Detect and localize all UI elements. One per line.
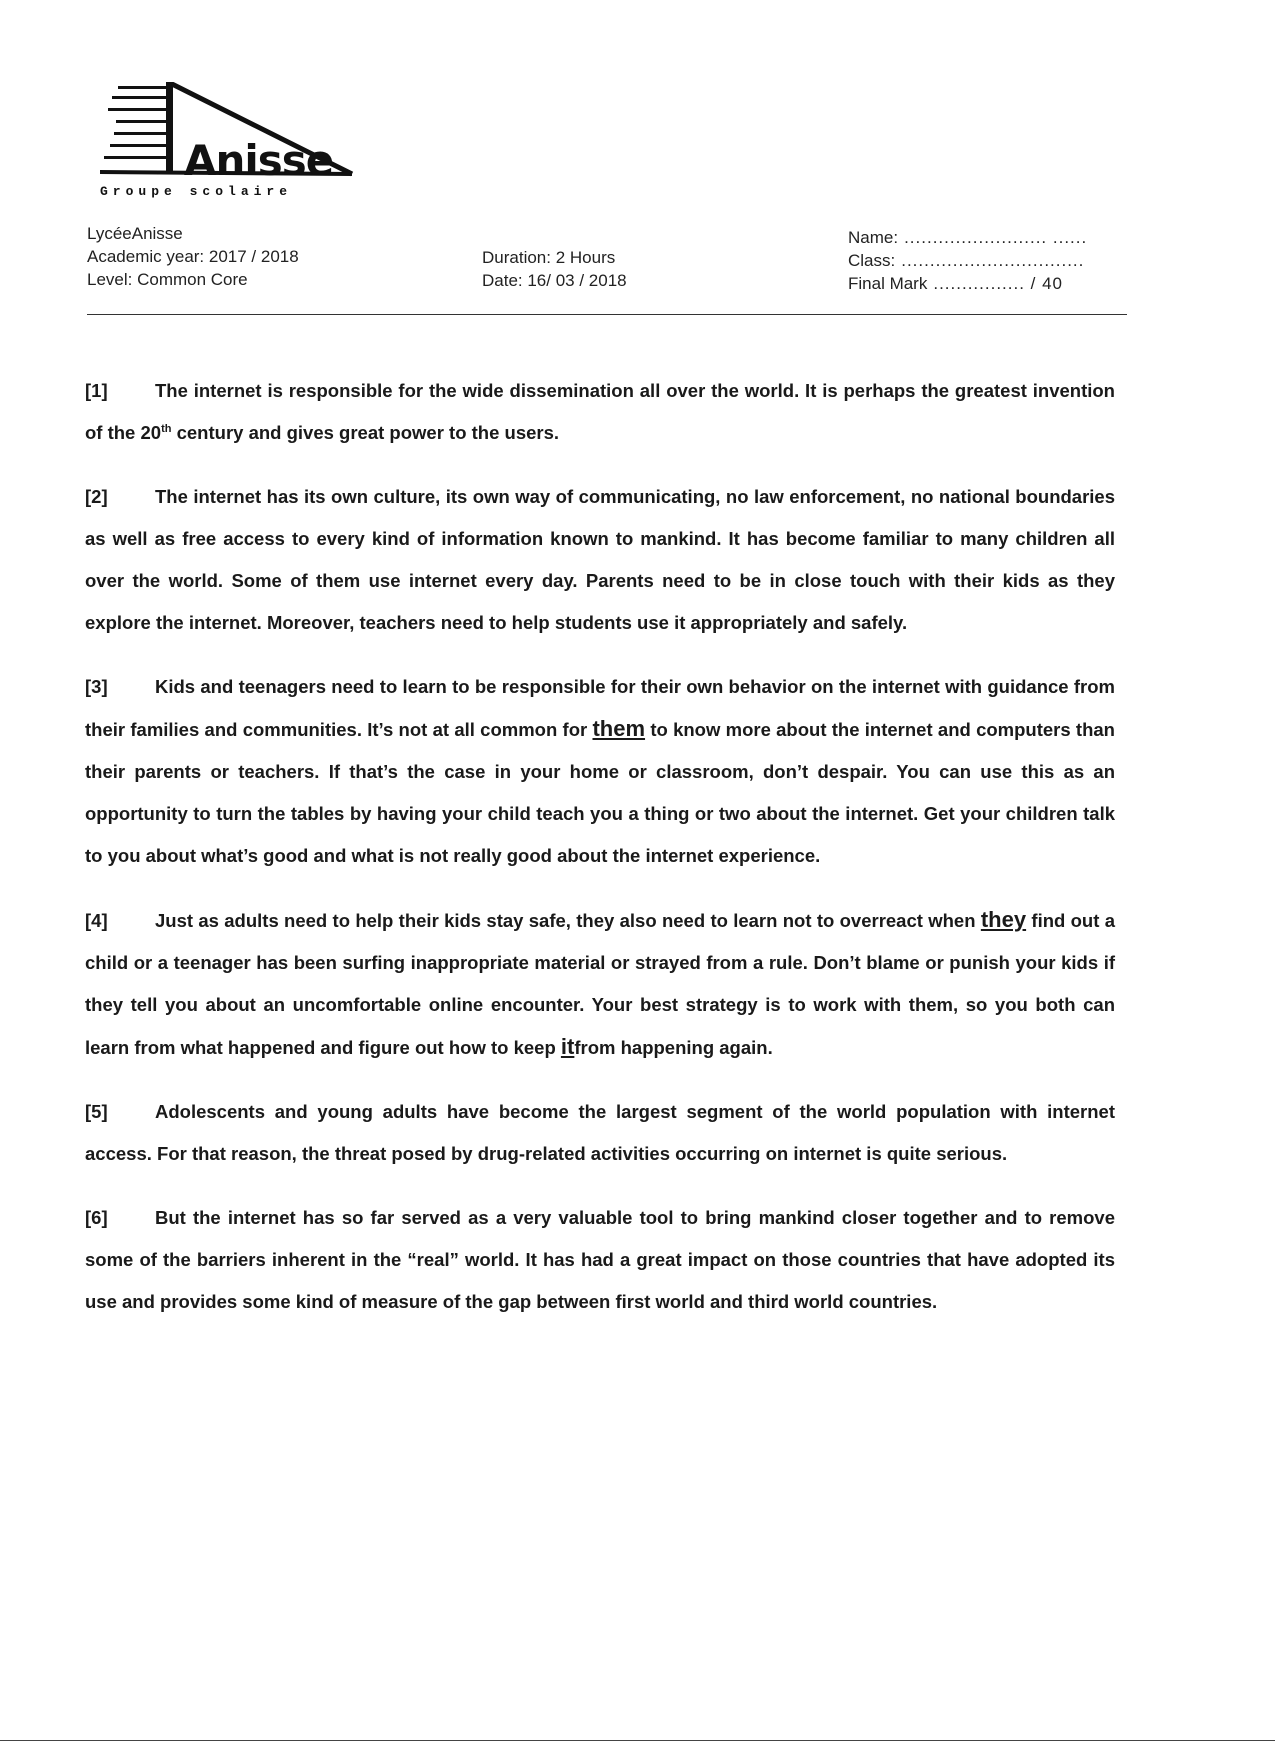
paragraph-3 [85, 666, 1115, 877]
exam-date: Date: 16/ 03 / 2018 [482, 271, 627, 290]
underlined-word: they [980, 907, 1027, 932]
underlined-word: it [560, 1034, 575, 1059]
paragraph-4 [85, 899, 1115, 1069]
paragraph-text: Kids and teenagers need to learn to be responsible for their own behavior on the internet with guidance from their families and communities. It’s not at all common for [85, 676, 1115, 740]
logo-name: Anisse [184, 136, 334, 185]
paragraph-text: from happening again. [574, 1037, 773, 1058]
final-mark-blank: ................ / 40 [933, 274, 1064, 293]
exam-info [482, 246, 627, 292]
paragraph-number: [4] [85, 910, 108, 931]
paragraph-text: to know more about the internet and computers than their parents or teachers. If that’s the case in your home or classroom, don’t despair. You can use this as an opportunity to turn the tables by having your child teach you a thing or two about the internet. Get your children talk to you about what’s good and what is not really good about the internet experience. [85, 719, 1115, 866]
name-label: Name: [848, 228, 899, 247]
school-name: LycéeAnisse [87, 224, 183, 243]
paragraph-text: But the internet has so far served as a very valuable tool to bring mankind closer together and to remove some of the barriers inherent in the “real” world. It has had a great impact on those countries that have adopted its use and provides some kind of measure of the gap between first world and third world countries. [85, 1207, 1115, 1312]
paragraph-1 [85, 370, 1115, 454]
paragraph-number: [6] [85, 1207, 108, 1228]
paragraph-number: [5] [85, 1101, 108, 1122]
paragraph-text: The internet has its own culture, its own way of communicating, no law enforcement, no national boundaries as well as free access to every kind of information known to mankind. It has become familiar to many children all over the world. Some of them use internet every day. Parents need to be in close touch with their kids as they explore the internet. Moreover, teachers need to help students use it appropriately and safely. [85, 486, 1115, 633]
final-mark-label: Final Mark [848, 274, 928, 293]
paragraph-5 [85, 1091, 1115, 1175]
paragraph-number: [1] [85, 380, 108, 401]
school-logo [100, 82, 400, 204]
paragraph-number: [3] [85, 676, 108, 697]
class-blank: ................................ [901, 251, 1085, 270]
name-blank: ......................... ...... [904, 228, 1088, 247]
school-info [87, 222, 299, 291]
class-label: Class: [848, 251, 896, 270]
level: Level: Common Core [87, 270, 248, 289]
reading-passage [85, 370, 1115, 1345]
student-info [848, 226, 1087, 295]
header-divider [87, 314, 1127, 315]
name-line [848, 226, 1087, 249]
final-mark-line [848, 272, 1087, 295]
paragraph-6 [85, 1197, 1115, 1323]
paragraph-text: century and gives great power to the users. [171, 422, 560, 443]
class-line [848, 249, 1087, 272]
underlined-word: them [592, 716, 646, 741]
superscript: th [161, 422, 172, 435]
paragraph-2 [85, 476, 1115, 644]
paragraph-text: find out a child or a teenager has been surfing inappropriate material or strayed from a rule. Don’t blame or punish your kids if they tell you about an uncomfortable online encounter. Your best strategy is to work with them, so you both can learn from what happened and figure out how to keep [85, 910, 1116, 1058]
academic-year: Academic year: 2017 / 2018 [87, 247, 299, 266]
duration: Duration: 2 Hours [482, 248, 616, 267]
logo-subtitle: Groupe scolaire [100, 184, 293, 199]
paragraph-text: Just as adults need to help their kids stay safe, they also need to learn not to overreact when [155, 910, 981, 931]
paragraph-text: The internet is responsible for the wide dissemination all over the world. It is perhaps the greatest invention of the 20 [85, 380, 1115, 443]
footer-divider [0, 1740, 1275, 1741]
paragraph-number: [2] [85, 486, 108, 507]
paragraph-text: Adolescents and young adults have become the largest segment of the world population with internet access. For that reason, the threat posed by drug-related activities occurring on internet is quite serious. [85, 1101, 1115, 1164]
